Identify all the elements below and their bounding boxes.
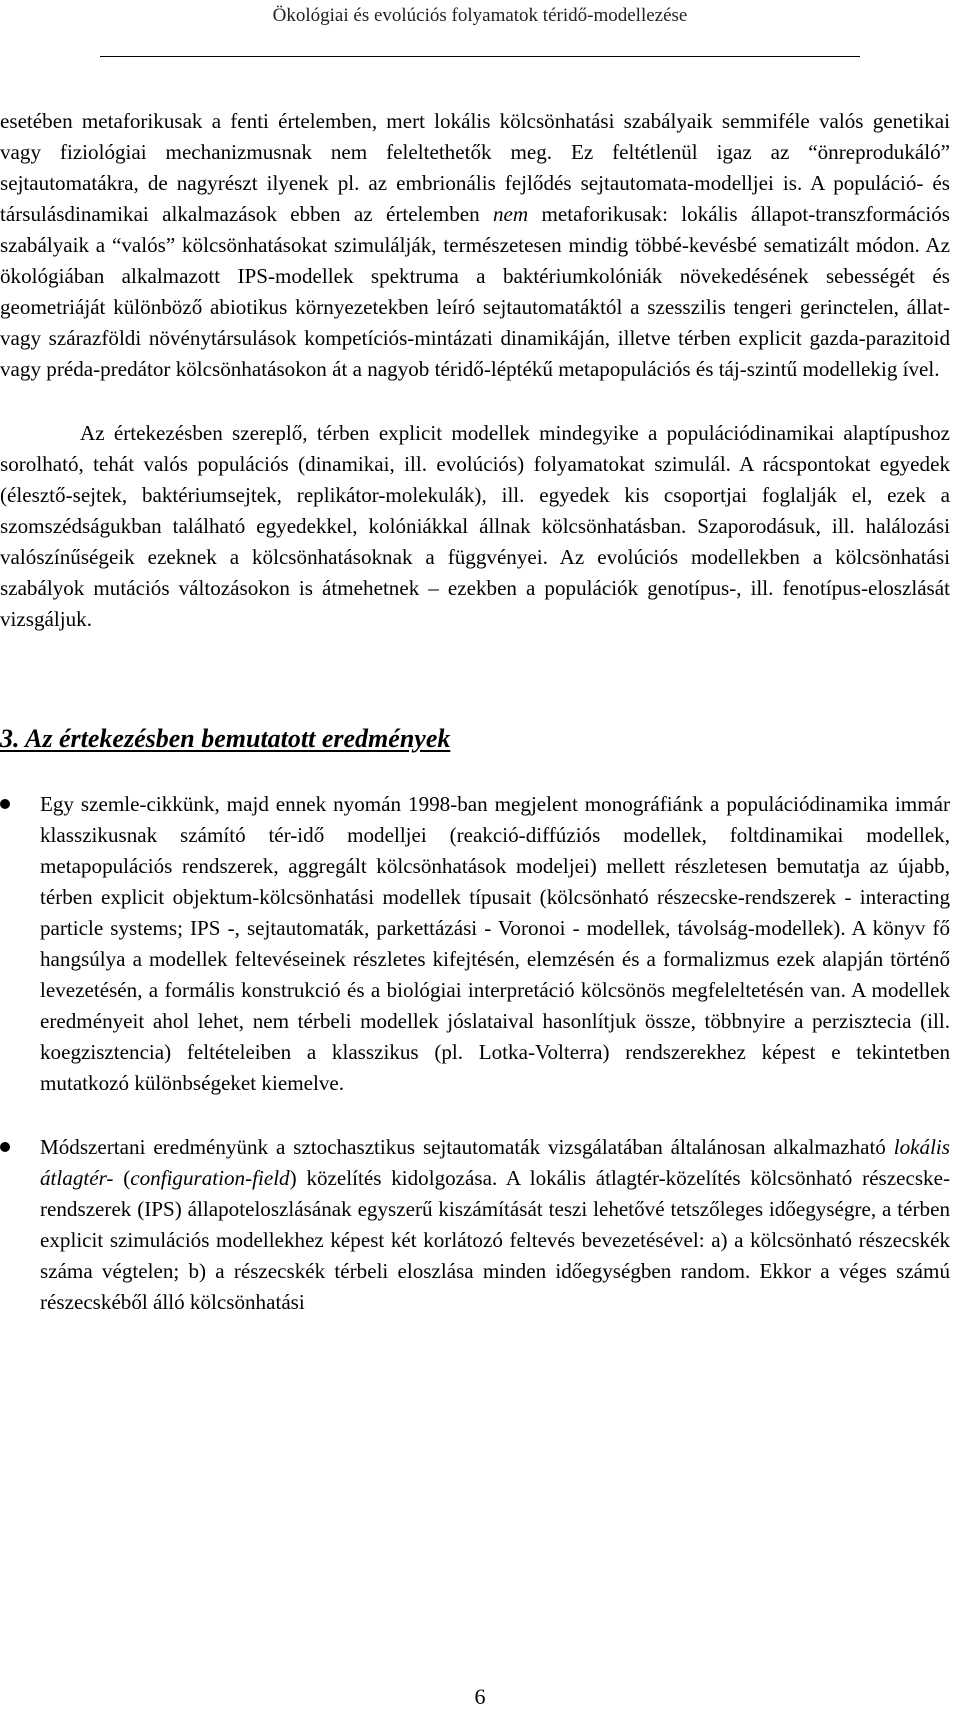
running-header (0, 0, 960, 27)
list-item (0, 1132, 950, 1318)
paragraph-1-emphasis: nem (492, 202, 529, 226)
paragraph-1-text-b: metaforikusak: lokális állapot-transzformációs szabályaik a “valós” kölcsönhatásokat szimulálják, természetesen mindig többé-kevésbé sematizált módon. Az ökológiában alkalmazott IPS-modellek spektruma a baktériumkolóniák növekedésének sebességét és geometriáját különböző abiotikus környezetekben leíró sejtautomatáktól a szesszilis tengeri gerinctelen, állat- vagy szárazföldi növénytársulások kompetíciós-mintázati dinamikáján, illetve térben explicit gazda-parazitoid vagy préda-predátor kölcsönhatásokon át a nagyob téridő-léptékű metapopulációs és táj-szintű modellekig ível. (0, 202, 950, 381)
bullet-2-text-b: ( (113, 1166, 131, 1190)
bullet-2-text-a: Módszertani eredményünk a sztochasztikus sejtautomaták vizsgálatában általánosan alkalmazható (40, 1135, 894, 1159)
bullet-2-term-en: configuration-field (130, 1166, 290, 1190)
running-header-title: Ökológiai és evolúciós folyamatok téridő-modellezése (272, 5, 688, 26)
results-bullet-list (0, 789, 950, 1318)
bullet-2-text-c: ) közelítés kidolgozása. A lokális átlagtér-közelítés kölcsönható részecske-rendszerek (IPS) állapoteloszlásának egyszerű kiszámítását teszi lehetővé tetszőleges időegységre, a térben explicit szimulációs modellekhez képest két korlátozó feltevés bevezetésével: a) a kölcsönható részecskék száma végtelen; b) a részecskék térbeli eloszlása minden időegységben random. Ekkor a véges számú részecskéből álló kölcsönhatási (40, 1166, 950, 1314)
page-number-text: 6 (474, 1684, 486, 1709)
page-number (0, 1684, 960, 1710)
body-paragraph-2 (0, 418, 950, 635)
section-heading-text: 3. Az értekezésben bemutatott eredmények (0, 724, 451, 753)
paragraph-2-text: Az értekezésben szereplő, térben explicit modellek mindegyike a populációdinamikai alaptípushoz sorolható, tehát valós populációs (dinamikai, ill. evolúciós) folyamatokat szimulál. A rácspontokat egyedek (élesztő-sejtek, baktériumsejtek, replikátor-molekulák), ill. egyedek kis csoportjai foglalják el, ezek a szomszédságukban található egyedekkel, kolóniákkal állnak kölcsönhatásban. Szaporodásuk, ill. halálozási valószínűségeik ezeknek a kölcsönhatásoknak a függvényei. Az evolúciós modellekben a kölcsönhatási szabályok mutációs változásokon is átmehetnek – ezekben a populációk genotípus-, ill. fenotípus-eloszlását vizsgáljuk. (0, 421, 950, 631)
bullet-icon (0, 1142, 10, 1152)
list-item (0, 789, 950, 1099)
body-paragraph-1 (0, 106, 950, 385)
page-body (0, 106, 950, 1318)
paragraph-1-text-a: esetében metaforikusak a fenti értelemben, mert lokális kölcsönhatási szabályaik semmiféle valós genetikai vagy fiziológiai mechanizmusnak nem feleltethetők meg. Ez feltétlenül igaz az “önreprodukáló” sejtautomatákra, de nagyrészt ilyenek pl. az embrionális fejlődés sejtautomata-modelljei is. A populáció- és társulásdinamikai alkalmazások ebben az értelemben (0, 109, 950, 226)
bullet-2-term-hu: lokális átlagtér- (40, 1135, 950, 1190)
section-heading (0, 723, 950, 755)
header-divider (100, 56, 860, 57)
bullet-icon (0, 799, 10, 809)
bullet-1-text: Egy szemle-cikkünk, majd ennek nyomán 1998-ban megjelent monográfiánk a populációdinamika immár klasszikusnak számító tér-idő modelljei (reakció-diffúziós modellek, foltdinamikai modellek, metapopulációs rendszerek, aggregált kölcsönhatások modeljei) mellett részletesen bemutatja az újabb, térben explicit objektum-kölcsönhatási modellek típusait (kölcsönható részecske-rendszerek - interacting particle systems; IPS -, sejtautomaták, parkettázási - Voronoi - modellek, távolság-modellek). A könyv fő hangsúlya a modellek feltevéseinek részletes kifejtésén, elemzésén és a formalizmus ezek alapján történő levezetésén, a formális konstrukció és a biológiai interpretáció kölcsönös megfeleltetésén van. A modellek eredményeit ahol lehet, nem térbeli modellek jóslataival hasonlítjuk össze, többnyire a perzisztecia (ill. koegzisztencia) feltételeiben a klasszikus (pl. Lotka-Volterra) rendszerekhez képest e tekintetben mutatkozó különbségeket kiemelve. (40, 792, 950, 1095)
